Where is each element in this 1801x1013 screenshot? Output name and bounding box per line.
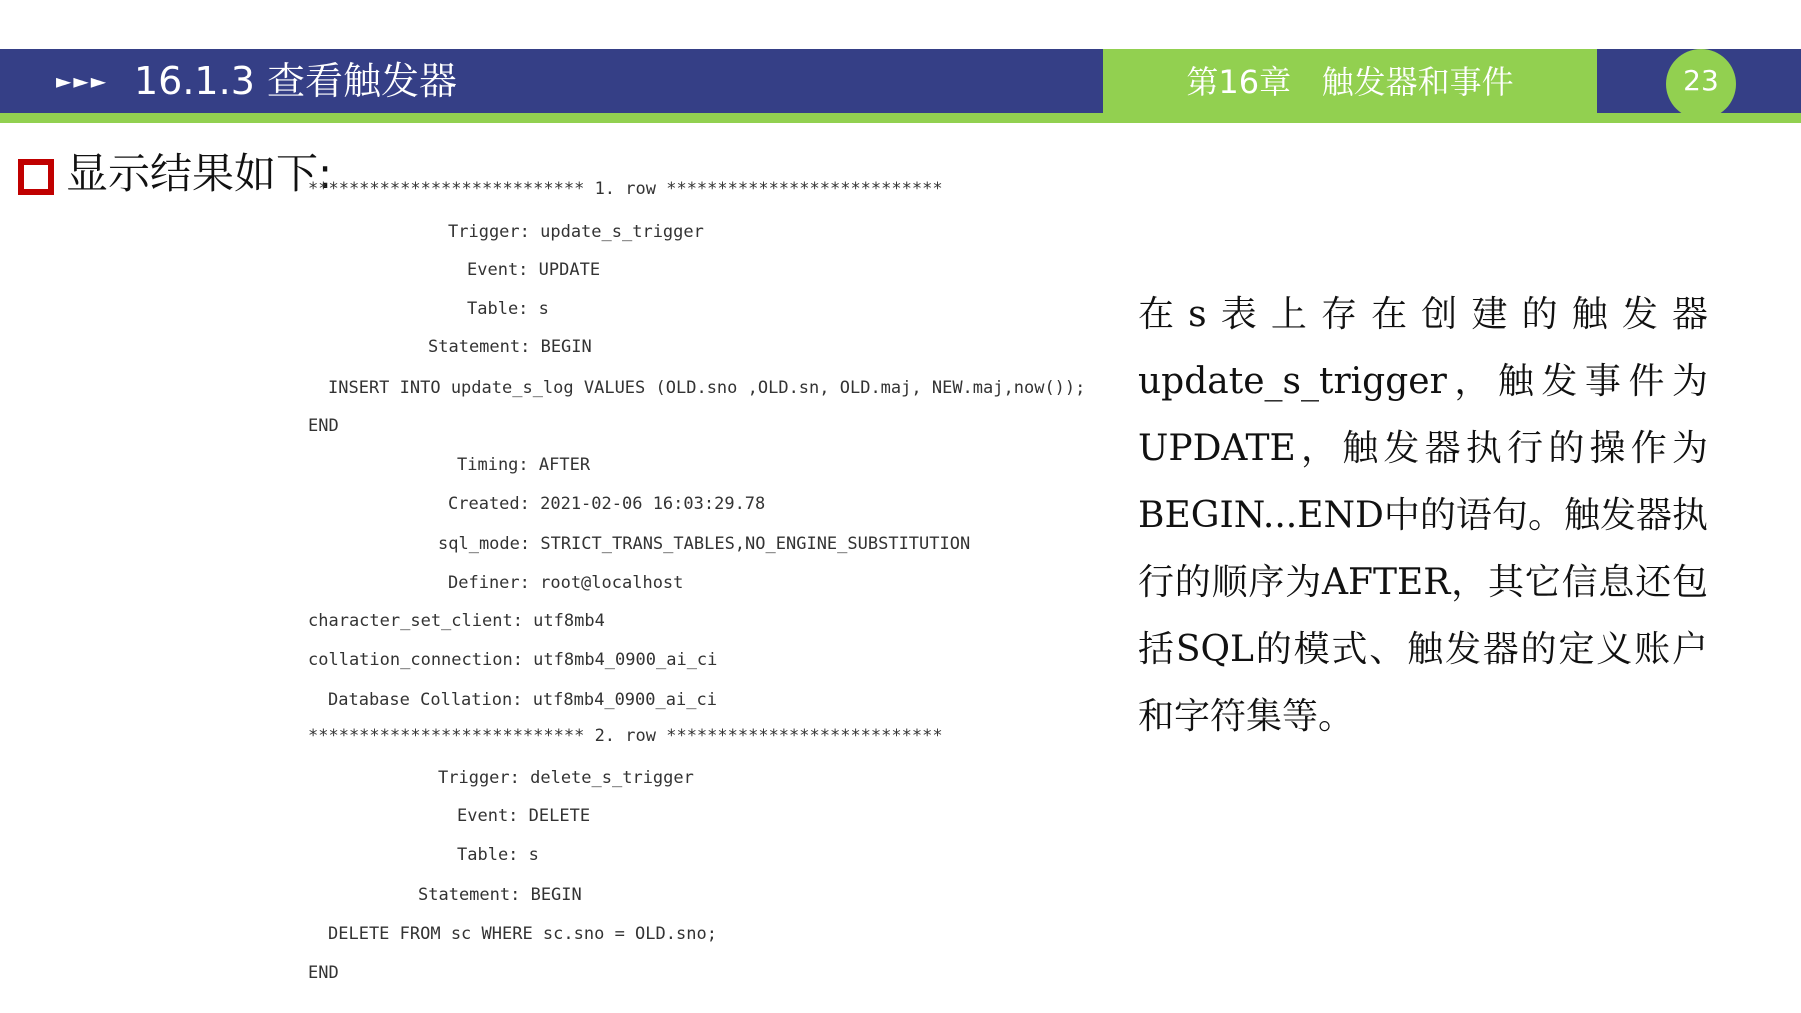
console-line-insert: INSERT INTO update_s_log VALUES (OLD.sno ,OLD.sn, OLD.maj, NEW.maj,now());: [328, 378, 1086, 398]
console-line-table-2: Table: s: [457, 845, 539, 865]
console-line-database-collation: Database Collation: utf8mb4_0900_ai_ci: [328, 690, 717, 710]
console-line-definer: Definer: root@localhost: [448, 573, 684, 593]
chapter-label: 第16章 触发器和事件: [1186, 63, 1514, 101]
square-bullet-icon: [18, 159, 54, 195]
console-line-charset-client: character_set_client: utf8mb4: [308, 611, 605, 631]
console-line-created: Created: 2021-02-06 16:03:29.78: [448, 494, 766, 514]
console-line-end-2: END: [308, 963, 339, 983]
row-separator-1: *************************** 1. row ***************************: [308, 179, 943, 199]
explanation-paragraph: 在s表上存在创建的触发器update_s_trigger，触发事件为UPDATE，触发器执行的操作为BEGIN...END中的语句。触发器执行的顺序为AFTER，其它信息还包括SQL的模式、触发器的定义账户和字符集等。: [1138, 294, 1708, 737]
page-number-badge: [1666, 49, 1736, 119]
triple-arrow-icon: ►►►: [56, 69, 109, 93]
console-line-trigger-1: Trigger: update_s_trigger: [448, 222, 704, 242]
console-line-delete: DELETE FROM sc WHERE sc.sno = OLD.sno;: [328, 924, 717, 944]
console-line-trigger-2: Trigger: delete_s_trigger: [438, 768, 694, 788]
console-line-timing: Timing: AFTER: [457, 455, 591, 475]
console-line-event-1: Event: UPDATE: [467, 260, 601, 280]
bullet-heading: 显示结果如下:: [66, 149, 333, 198]
chapter-box: [1103, 49, 1597, 113]
console-line-statement-2: Statement: BEGIN: [418, 885, 582, 905]
console-line-end-1: END: [308, 416, 339, 436]
console-line-collation-connection: collation_connection: utf8mb4_0900_ai_ci: [308, 650, 718, 670]
header-accent-strip: [0, 113, 1801, 123]
section-title: 16.1.3 查看触发器: [134, 59, 457, 103]
console-line-statement-1: Statement: BEGIN: [428, 337, 592, 357]
row-separator-2: *************************** 2. row ***************************: [308, 726, 943, 746]
console-line-event-2: Event: DELETE: [457, 806, 591, 826]
console-line-table-1: Table: s: [467, 299, 549, 319]
page-number: 23: [1683, 64, 1719, 97]
console-line-sql-mode: sql_mode: STRICT_TRANS_TABLES,NO_ENGINE_SUBSTITUTION: [438, 534, 971, 554]
